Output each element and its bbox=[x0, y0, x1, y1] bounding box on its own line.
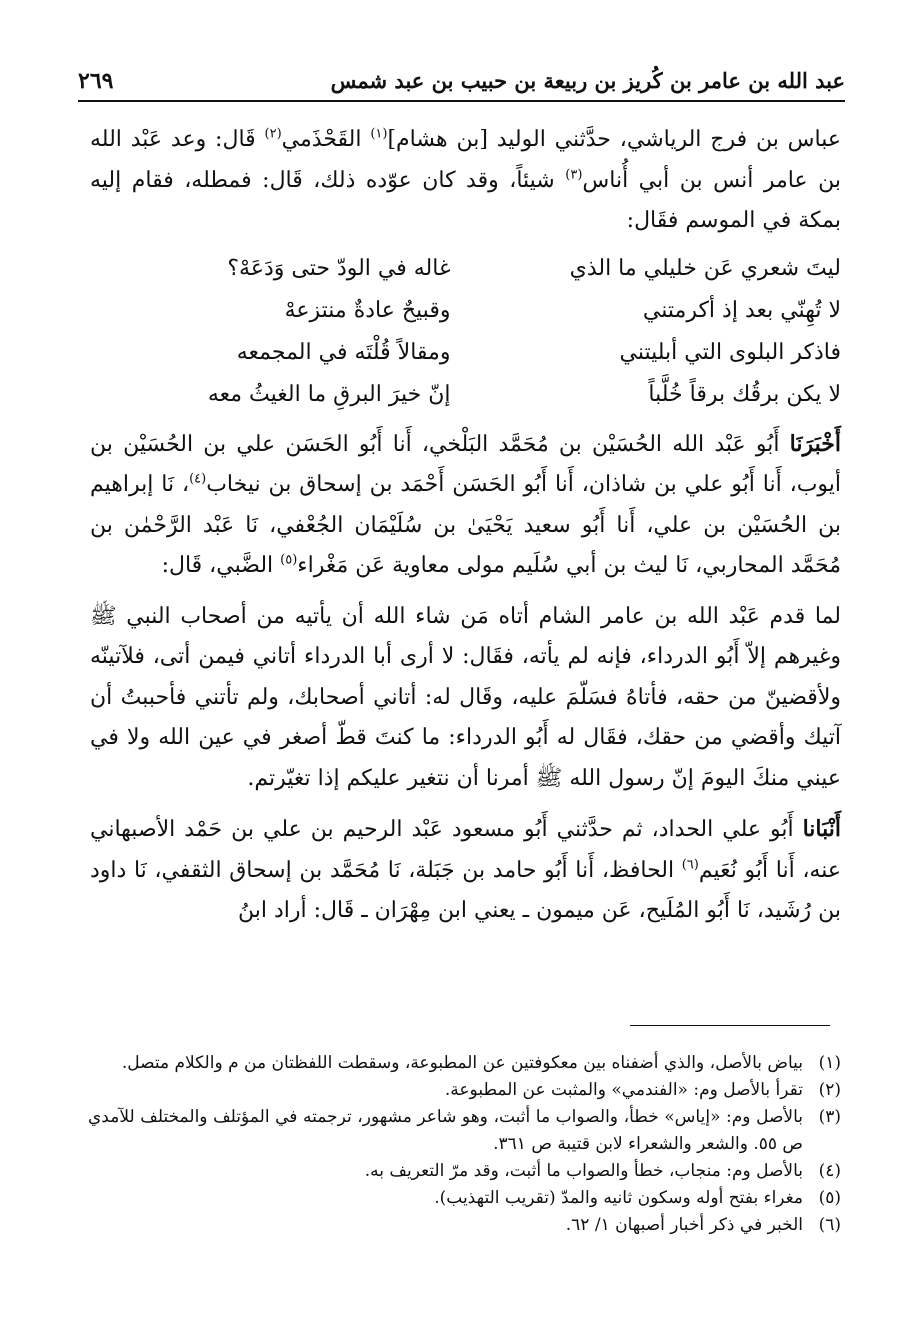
footnote-number: (٤) bbox=[818, 1161, 841, 1181]
paragraph-text: لما قدم عَبْد الله بن عامر الشام أتاه مَن شاء الله أن يأتيه من أصحاب النبي ﷺ وغيرهم إلاّ أَبُو الدرداء، فإنه لم يأته، فقَال: لا أرى أبا الدرداء أتاني فيمن أتى، فلآتينّه ولأقضينّ من حقه، فأتاهُ فسَلّمَ عليه، وقَال له: أتاني أصحابك، ولم تأتني فأحببتُ أن آتيك وأقضي من حقك، فقَال له أَبُو الدرداء: ما كنتَ قطّ أصغر في عين الله ولا في عيني منكَ اليومَ إنّ رسول الله ﷺ أمرنا أن نتغير عليكم إذا تغيّرتم. bbox=[90, 603, 841, 791]
poem-verse bbox=[90, 248, 841, 290]
paragraph-lead-word: أَخْبَرَنَا bbox=[789, 430, 841, 457]
footnote bbox=[88, 1077, 841, 1104]
footnote-text: مغراء بفتح أوله وسكون ثانيه والمدّ (تقريب التهذيب). bbox=[434, 1188, 803, 1208]
paragraph-4 bbox=[90, 809, 841, 932]
verse-first-hemistich: لا يكن برقُك برقاً خُلَّباً bbox=[648, 381, 841, 407]
footnote-text: بالأصل وم: «إياس» خطأ، والصواب ما أثبت، وهو شاعر مشهور، ترجمته في المؤتلف والمختلف للآمدي ص ٥٥. والشعر والشعراء لابن قتيبة ص ٣٦١. bbox=[88, 1107, 803, 1154]
header-title: عبد الله بن عامر بن كُريز بن ربيعة بن حبيب بن عبد شمس bbox=[330, 68, 845, 93]
verse-first-hemistich: ليتَ شعري عَن خليلي ما الذي bbox=[569, 255, 841, 281]
footnote-text: بالأصل وم: منجاب، خطأ والصواب ما أثبت، وقد مرّ التعريف به. bbox=[364, 1161, 803, 1181]
paragraph-text: الحافظ، أَنا أَبُو حامد بن جَبَلة، نَا مُحَمَّد بن إسحاق الثقفي، نَا داود بن رُشَيد، نَا أَبُو المُلَيح، عَن ميمون ـ يعني ابن مِهْرَان ـ قَال: أراد ابنُ bbox=[90, 857, 841, 923]
footnote-ref[interactable]: (٦) bbox=[681, 857, 699, 873]
footnote-number: (٣) bbox=[818, 1107, 841, 1127]
page-number: ٢٦٩ bbox=[78, 68, 114, 94]
paragraph-text: عباس بن فرج الرياشي، حدَّثني الوليد [بن هشام] bbox=[387, 127, 841, 152]
poem-verse bbox=[90, 290, 841, 332]
footnote bbox=[88, 1104, 841, 1158]
footnote-number: (٢) bbox=[818, 1080, 841, 1100]
verse-first-hemistich: لا تُهِنّي بعد إذ أكرمتني bbox=[642, 297, 841, 323]
paragraph-text: قَال: وعد عَبْد الله بن عامر أنس بن أبي أُناس bbox=[90, 127, 842, 193]
footnote-text: تقرأ بالأصل وم: «الفندمي» والمثبت عن المطبوعة. bbox=[444, 1080, 803, 1100]
footnote bbox=[88, 1212, 841, 1239]
footnote-number: (٦) bbox=[818, 1215, 841, 1235]
running-header bbox=[78, 60, 845, 102]
verse-second-hemistich: غاله في الودّ حتى وَدَعَهْ؟ bbox=[227, 255, 451, 281]
footnote bbox=[88, 1185, 841, 1212]
footnotes bbox=[88, 1050, 841, 1239]
footnote-divider bbox=[630, 1025, 830, 1026]
footnote-ref[interactable]: (٤) bbox=[189, 471, 207, 487]
footnote-ref[interactable]: (٢) bbox=[264, 126, 282, 142]
paragraph-1 bbox=[90, 120, 841, 242]
footnote-text: الخبر في ذكر أخبار أصبهان ١/ ٦٢. bbox=[565, 1215, 803, 1235]
footnote-text: بياض بالأصل، والذي أضفناه بين معكوفتين عن المطبوعة، وسقطت اللفظتان من م والكلام متصل. bbox=[121, 1053, 803, 1073]
footnote bbox=[88, 1158, 841, 1185]
paragraph-text: ، نَا إبراهيم بن الحُسَيْن بن علي، أَنا أَبُو سعيد يَحْيَىٰ بن سُلَيْمَان الجُعْفي، نَا عَبْد الرَّحْمٰن بن مُحَمَّد المحاربي، نَا ليث بن أبي سُلَيم مولى معاوية عَن مَغْراء bbox=[90, 472, 841, 578]
paragraph-text: الضَّبي، قَال: bbox=[161, 553, 281, 578]
paragraph-text: أَبُو علي الحداد، ثم حدَّثني أَبُو مسعود عَبْد الرحيم بن علي بن حَمْد الأصبهاني عنه، أَنا أَبُو نُعَيم bbox=[90, 817, 841, 883]
verse-second-hemistich: وقبيحٌ عادةٌ منتزعهْ bbox=[284, 297, 451, 323]
footnote-number: (٥) bbox=[818, 1188, 841, 1208]
footnote-ref[interactable]: (١) bbox=[370, 126, 388, 142]
paragraph-lead-word: أَنْبَانا bbox=[802, 816, 841, 842]
footnote-number: (١) bbox=[818, 1053, 841, 1073]
paragraph-2 bbox=[90, 424, 841, 587]
verse-second-hemistich: إنّ خيرَ البرقِ ما الغيثُ معه bbox=[207, 381, 451, 407]
paragraph-3 bbox=[90, 597, 841, 800]
footnote bbox=[88, 1050, 841, 1077]
verse-second-hemistich: ومقالاً قُلْتَه في المجمعه bbox=[236, 339, 451, 365]
verse-first-hemistich: فاذكر البلوى التي أبليتني bbox=[619, 339, 841, 365]
poem-verse bbox=[90, 374, 841, 416]
main-text bbox=[90, 120, 841, 932]
paragraph-text: شيئاً، وقد كان عوّده ذلك، قَال: فمطله، فقام إليه بمكة في الموسم فقَال: bbox=[90, 167, 841, 233]
paragraph-text: أَبُو عَبْد الله الحُسَيْن بن مُحَمَّد البَلْخي، أَنا أَبُو الحَسَن علي بن الحُسَيْن بن أيوب، أَنا أَبُو علي بن شاذان، أَنا أَبُو الحَسَن أَحْمَد بن إسحاق بن نيخاب bbox=[90, 431, 842, 497]
poem bbox=[90, 248, 841, 416]
poem-verse bbox=[90, 332, 841, 374]
footnote-ref[interactable]: (٣) bbox=[565, 167, 583, 183]
footnote-ref[interactable]: (٥) bbox=[280, 552, 298, 568]
paragraph-text: القَحْذَمي bbox=[281, 127, 371, 152]
